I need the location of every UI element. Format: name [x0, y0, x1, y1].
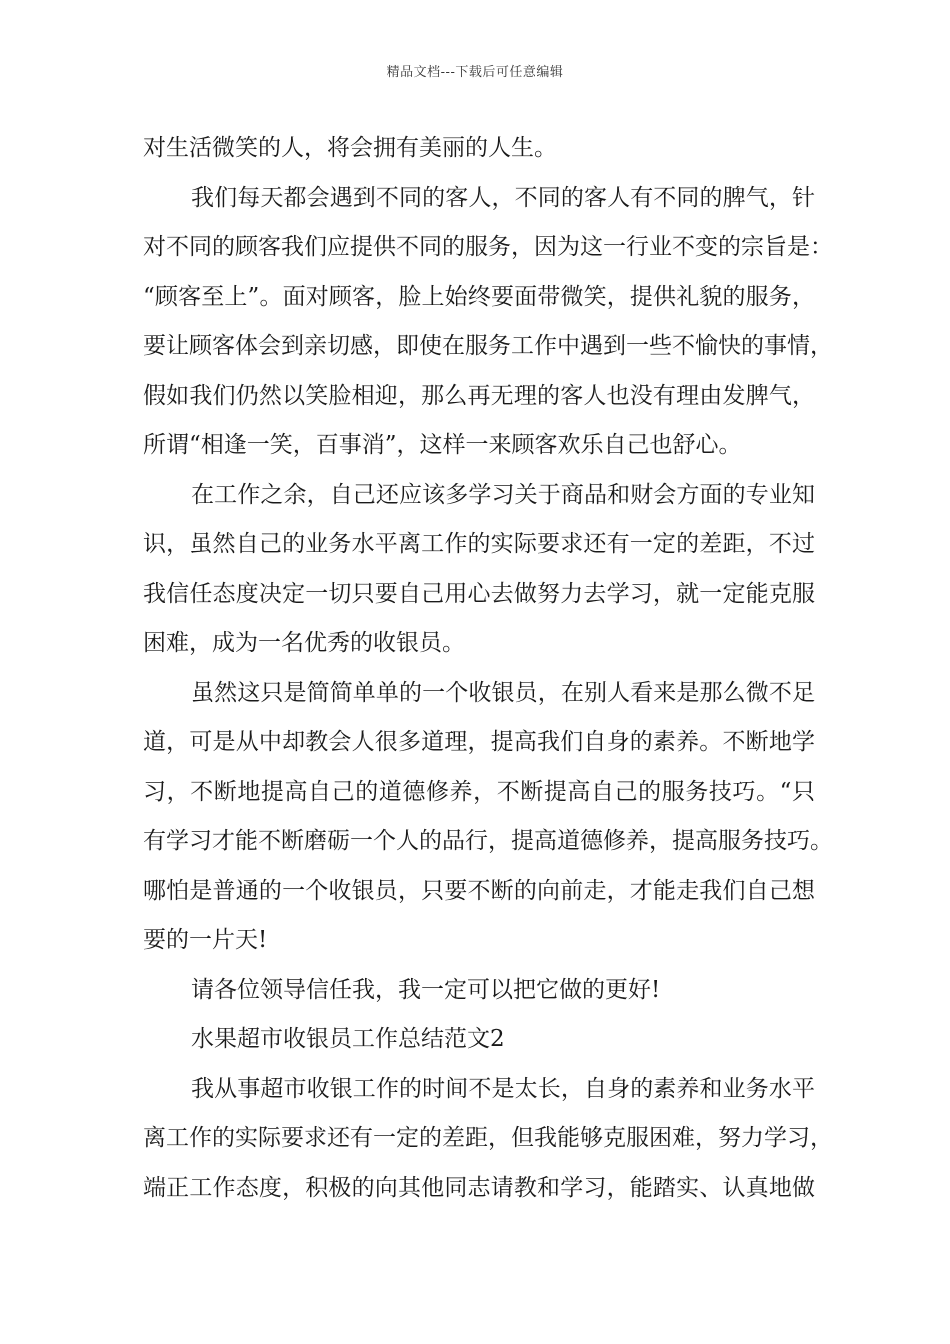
- document-body: [143, 124, 833, 1213]
- text-line: 我信任态度决定一切只要自己用心去做努力去学习，就一定能克服: [143, 580, 815, 607]
- text-line: 习，不断地提高自己的道德修养，不断提高自己的服务技巧。“只: [143, 778, 815, 805]
- text-line: 道，可是从中却教会人很多道理，提高我们自身的素养。不断地学: [143, 729, 815, 755]
- text-line: 有学习才能不断磨砺一个人的品行，提高道德修养，提高服务技巧。: [143, 828, 833, 854]
- text-line: 要的一片天!: [143, 927, 268, 953]
- section-heading: 水果超市收银员工作总结范文2: [191, 1026, 505, 1052]
- text-line: 假如我们仍然以笑脸相迎，那么再无理的客人也没有理由发脾气，: [143, 382, 815, 409]
- text-line: 离工作的实际要求还有一定的差距，但我能够克服困难，努力学习，: [143, 1125, 833, 1151]
- text-line: 对不同的顾客我们应提供不同的服务，因为这一行业不变的宗旨是：: [143, 234, 833, 260]
- text-line: 要让顾客体会到亲切感，即使在服务工作中遇到一些不愉快的事情，: [143, 333, 833, 359]
- text-line: 哪怕是普通的一个收银员，只要不断的向前走，才能走我们自己想: [143, 877, 815, 904]
- text-line: 端正工作态度，积极的向其他同志请教和学习，能踏实、认真地做: [143, 1174, 815, 1201]
- text-line: 困难，成为一名优秀的收银员。: [143, 630, 465, 656]
- text-line: “顾客至上”。面对顾客，脸上始终要面带微笑，提供礼貌的服务，: [143, 283, 815, 310]
- paragraph-first-line: 在工作之余，自己还应该多学习关于商品和财会方面的专业知: [191, 481, 815, 508]
- text-line: 对生活微笑的人，将会拥有美丽的人生。: [143, 135, 557, 161]
- paragraph-first-line: 我从事超市收银工作的时间不是太长，自身的素养和业务水平: [191, 1075, 815, 1102]
- paragraph-first-line: 请各位领导信任我，我一定可以把它做的更好!: [191, 976, 661, 1003]
- paragraph-first-line: 我们每天都会遇到不同的客人，不同的客人有不同的脾气，针: [191, 184, 815, 211]
- text-line: 所谓“相逢一笑，百事消”，这样一来顾客欢乐自己也舒心。: [143, 432, 742, 458]
- paragraph-first-line: 虽然这只是简简单单的一个收银员，在别人看来是那么微不足: [191, 679, 815, 706]
- page-header: 精品文档---下载后可任意编辑: [386, 65, 564, 80]
- text-line: 识，虽然自己的业务水平离工作的实际要求还有一定的差距，不过: [143, 531, 815, 557]
